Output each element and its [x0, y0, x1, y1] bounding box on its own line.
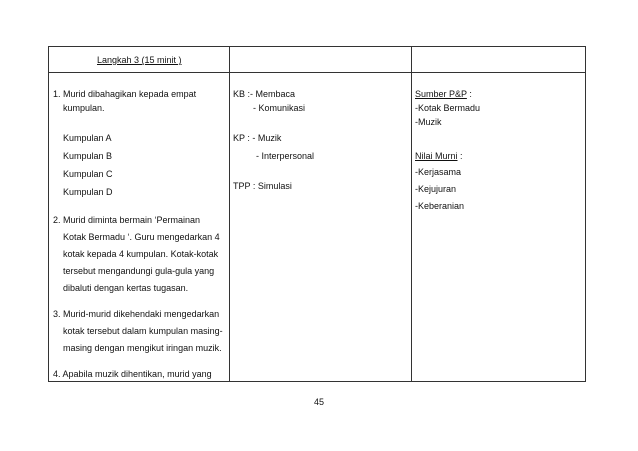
step-item-3-line-2: kotak tersebut dalam kumpulan masing-	[63, 326, 223, 336]
nilai-item-3: -Keberanian	[415, 201, 465, 211]
sumber-label: Sumber P&P	[415, 89, 467, 99]
nilai-heading	[415, 151, 463, 162]
step-item-3-line-3: masing dengan mengikut iringan muzik.	[63, 343, 222, 353]
step-item-3-line-1: 3. Murid-murid dikehendaki mengedarkan	[53, 309, 220, 319]
kb-line-1: KB :- Membaca	[233, 89, 296, 99]
kb-line-2: - Komunikasi	[253, 103, 306, 113]
step-item-1-line-1: 1. Murid dibahagikan kepada empat	[53, 89, 197, 99]
step-item-2-line-3: kotak kepada 4 kumpulan. Kotak-kotak	[63, 249, 219, 259]
nilai-item-2: -Kejujuran	[415, 184, 457, 194]
kp-line-2: - Interpersonal	[256, 151, 315, 161]
nilai-colon: :	[457, 151, 463, 161]
header-row-divider	[49, 72, 585, 73]
step-item-1-line-2: kumpulan.	[63, 103, 105, 113]
step-item-2-line-2: Kotak Bermadu ‘. Guru mengedarkan 4	[63, 232, 220, 242]
step-item-2-line-1: 2. Murid diminta bermain ‘Permainan	[53, 215, 201, 225]
nilai-label: Nilai Murni	[415, 151, 458, 161]
sumber-item-2: -Muzik	[415, 117, 442, 127]
group-d: Kumpulan D	[63, 187, 113, 197]
step-item-2-line-5: dibaluti dengan kertas tugasan.	[63, 283, 189, 293]
column-divider-2	[411, 47, 412, 381]
page-number: 45	[313, 397, 324, 407]
kp-line-1: KP : - Muzik	[233, 133, 282, 143]
sumber-heading	[415, 89, 472, 100]
sumber-item-1: -Kotak Bermadu	[415, 103, 481, 113]
lesson-table	[48, 46, 586, 382]
step-heading: Langkah 3 (15 minit )	[97, 55, 182, 65]
step-item-4-line-1: 4. Apabila muzik dihentikan, murid yang	[53, 369, 212, 379]
step-item-2-line-4: tersebut mengandungi gula-gula yang	[63, 266, 215, 276]
group-b: Kumpulan B	[63, 151, 113, 161]
nilai-item-1: -Kerjasama	[415, 167, 462, 177]
group-a: Kumpulan A	[63, 133, 112, 143]
sumber-colon: :	[466, 89, 472, 99]
group-c: Kumpulan C	[63, 169, 113, 179]
tpp-line: TPP : Simulasi	[233, 181, 292, 191]
column-divider-1	[229, 47, 230, 381]
